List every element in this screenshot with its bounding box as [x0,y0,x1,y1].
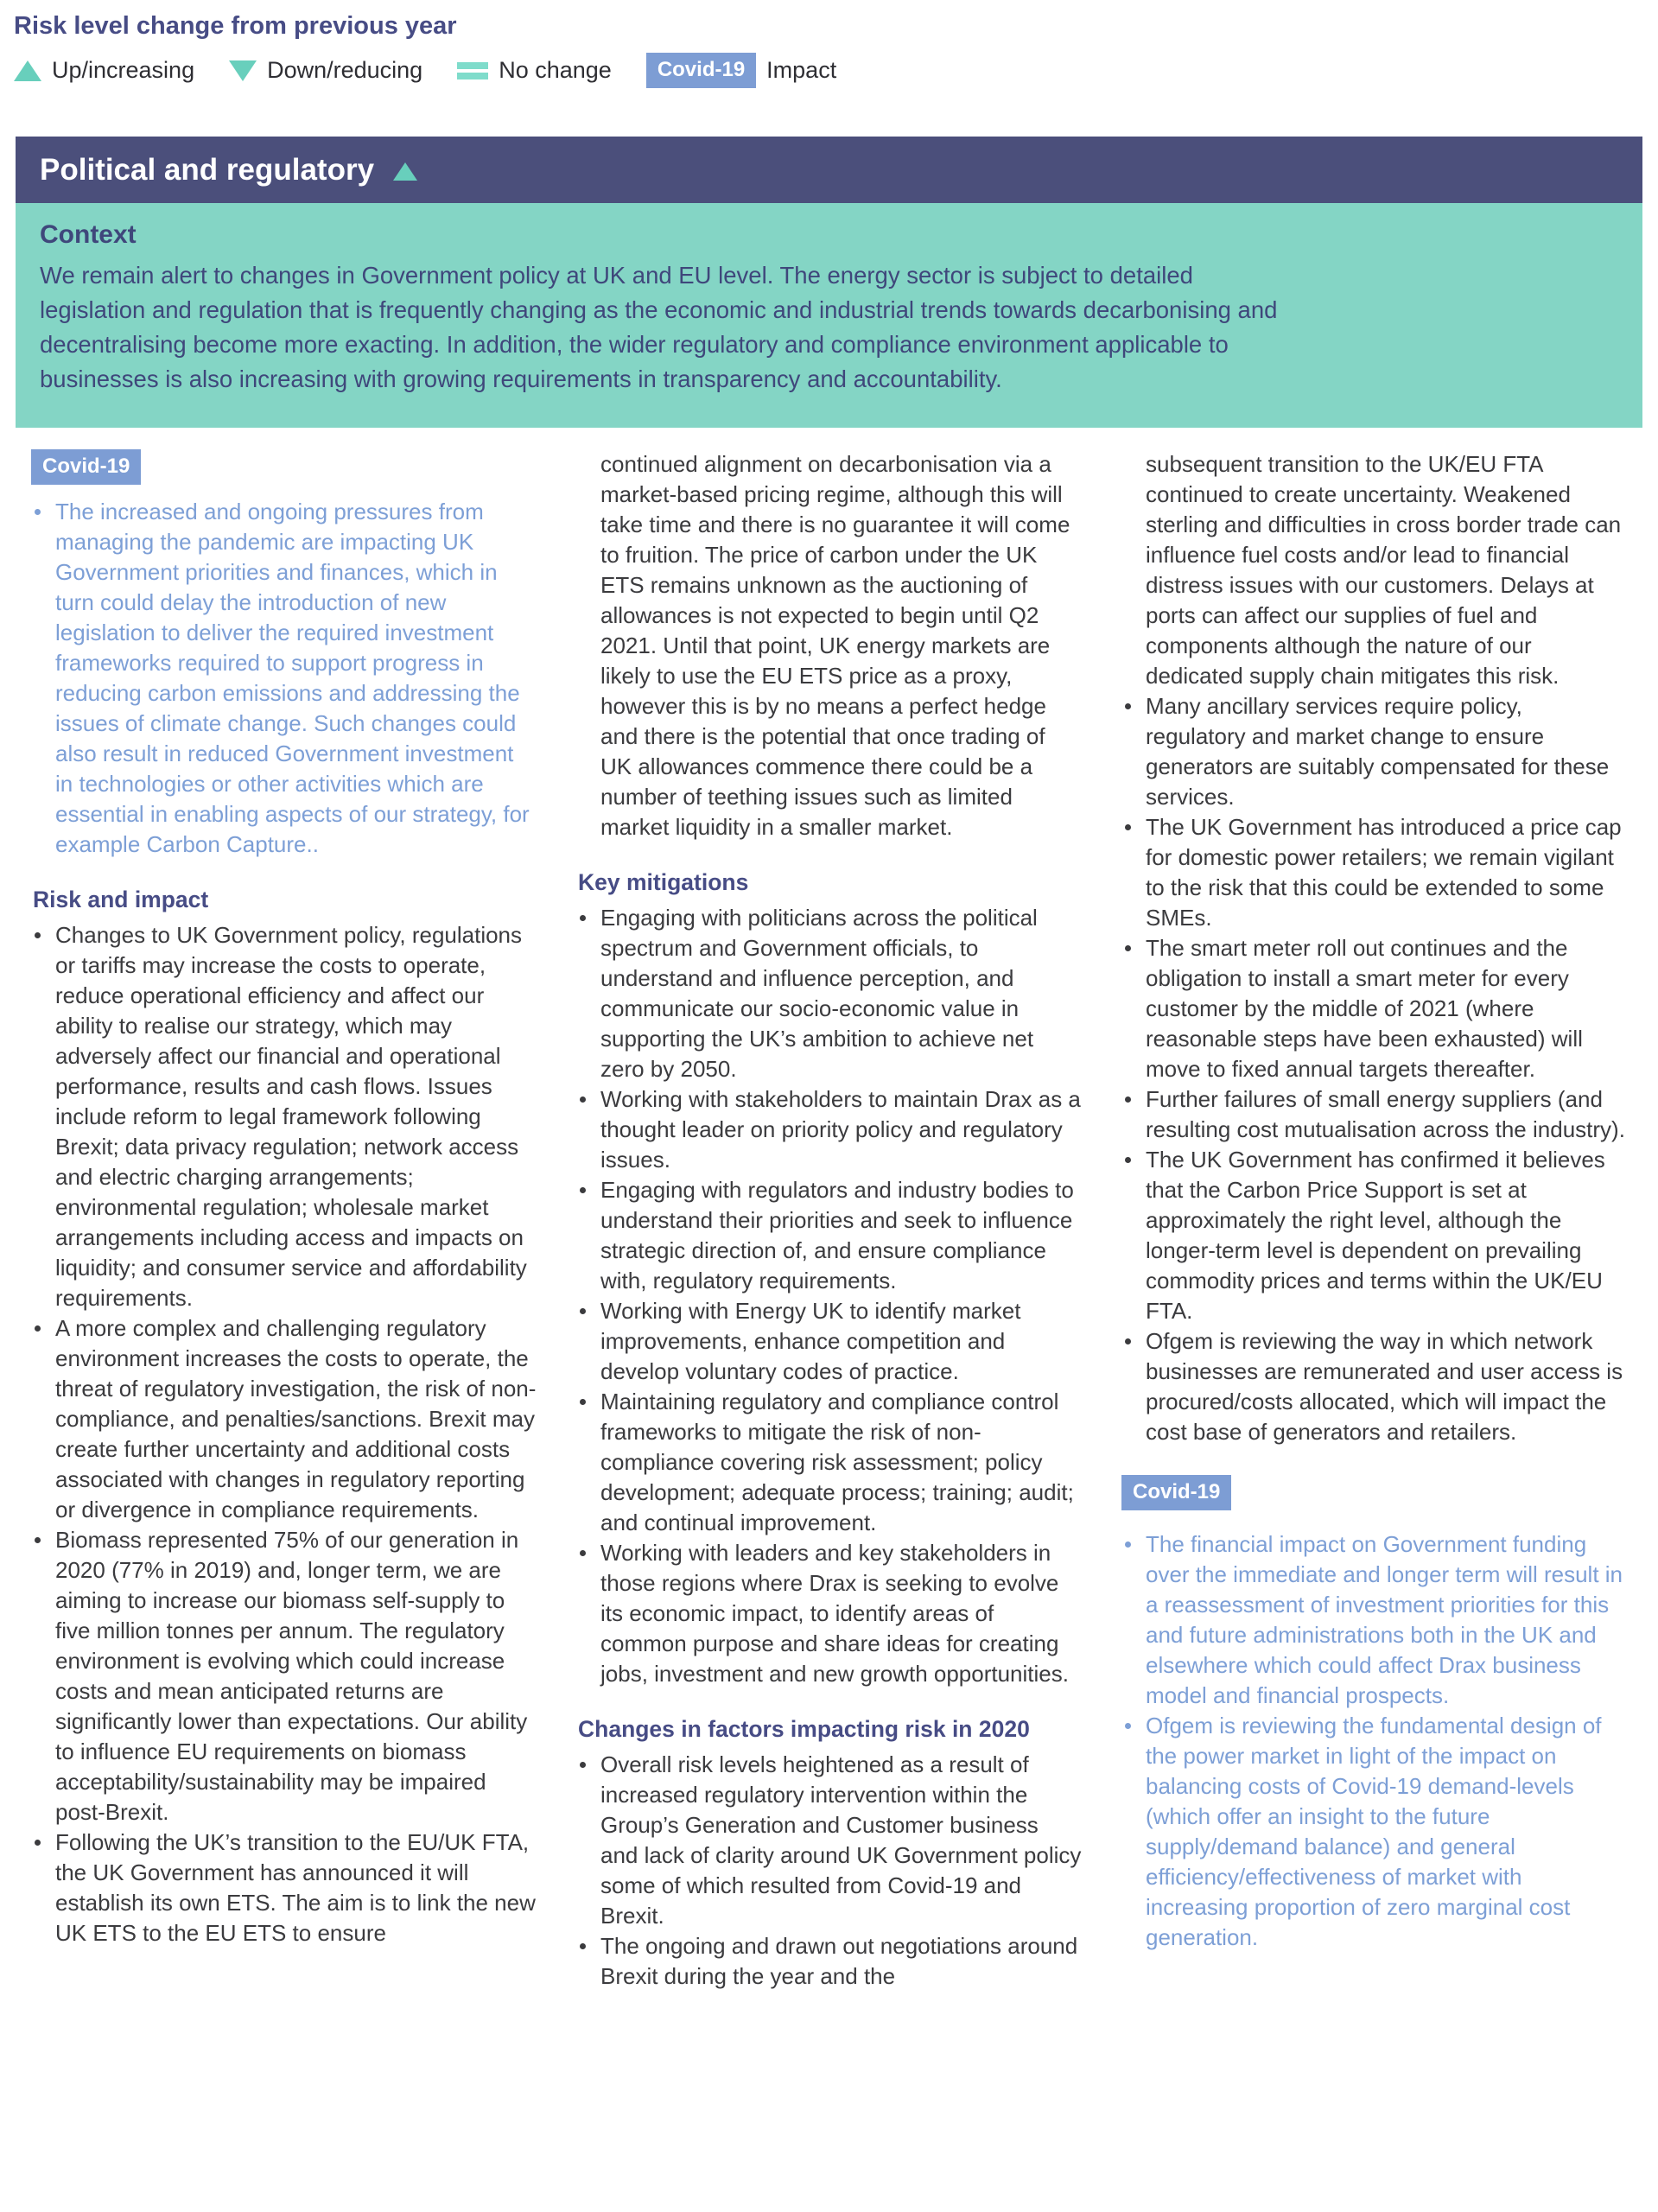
legend-item-down [229,57,422,84]
bullet-item: Further failures of small energy suppliers (and resulting cost mutualisation across the industry). [1121,1084,1627,1145]
bullet-item: Engaging with regulators and industry bodies to understand their priorities and seek to influence strategic direction of, and ensure compliance with, regulatory requirements. [576,1175,1082,1296]
bullet-item: Ofgem is reviewing the way in which network businesses are remunerated and user access is procured/costs allocated, which will impact the cost base of generators and retailers. [1121,1326,1627,1447]
bullet-item: Changes to UK Government policy, regulations or tariffs may increase the costs to operate, reduce operational efficiency and affect our ability to realise our strategy, which may adversely affect our financial and operational performance, results and cash flows. Issues include reform to legal framework following Brexit; data privacy regulation; network access and electric charging arrangements; environmental regulation; wholesale market arrangements including access and impacts on liquidity; and consumer service and affordability requirements. [31,920,537,1313]
bullet-item: Engaging with politicians across the political spectrum and Government officials, to understand and influence perception, and communicate our socio-economic value in supporting the UK’s ambition to achieve net zero by 2050. [576,903,1082,1084]
continuation-paragraph: continued alignment on decarbonisation via a market-based pricing regime, although this will take time and there is no guarantee it will come to fruition. The price of carbon under the UK ETS remains unknown as the auctioning of allowances is not expected to begin until Q2 2021. Until that point, UK energy markets are likely to use the EU ETS price as a proxy, however this is by no means a perfect hedge and there is the potential that once trading of UK allowances commence there could be a number of teething issues such as limited market liquidity in a smaller market. [600,451,1070,840]
covid-19-badge: Covid-19 [646,53,756,88]
page-header [0,0,1658,88]
bullet-item: A more complex and challenging regulatory environment increases the costs to operate, the threat of regulatory investigation, the risk of non-compliance, and penalties/sanctions. Brexit may create further uncertainty and additional costs associated with changes in regulatory reporting or divergence in compliance requirements. [31,1313,537,1525]
section-heading: Risk and impact [33,887,209,912]
covid-bullet-list [31,497,537,860]
bullet-list [1121,691,1627,1447]
equals-icon [457,62,488,79]
page-title: Risk level change from previous year [14,12,457,40]
section-heading: Key mitigations [578,869,749,895]
legend-label: Up/increasing [52,57,195,83]
bullet-item: Following the UK’s transition to the EU/UK FTA, the UK Government has announced it will establish its own ETS. The aim is to link the new UK ETS to the EU ETS to ensure [31,1827,537,1948]
covid-bullet-list [1121,1529,1627,1953]
legend-item-covid-impact [646,53,836,88]
bullet-item: Working with leaders and key stakeholders in those regions where Drax is seeking to evolve its economic impact, to identify areas of common purpose and share ideas for creating jobs, investment and new growth opportunities. [576,1538,1082,1689]
legend-label: No change [499,57,612,83]
bullet-item: The smart meter roll out continues and the obligation to install a smart meter for every customer by the middle of 2021 (where reasonable steps have been exhausted) will move to fixed annual targets thereafter. [1121,933,1627,1084]
triangle-down-icon [229,60,257,81]
bullet-item: Maintaining regulatory and compliance control frameworks to mitigate the risk of non-compliance covering risk assessment; policy development; adequate process; training; audit; and continual improvement. [576,1387,1082,1538]
risk-card-title: Political and regulatory [40,152,375,187]
bullet-item: The UK Government has confirmed it believes that the Carbon Price Support is set at approximately the right level, although the longer-term level is dependent on prevailing commodity prices and terms within the UK/EU FTA. [1121,1145,1627,1326]
triangle-up-icon [14,60,41,81]
bullet-item: Many ancillary services require policy, regulatory and market change to ensure generators are suitably compensated for these services. [1121,691,1627,812]
bullet-list [31,920,537,1948]
legend-label: Impact [766,57,837,83]
risk-card-header [16,137,1642,203]
column-1 [31,449,537,1992]
column-3 [1121,449,1627,1992]
section-heading: Changes in factors impacting risk in 2020 [578,1716,1030,1742]
bullet-item: Working with Energy UK to identify market improvements, enhance competition and develop voluntary codes of practice. [576,1296,1082,1387]
bullet-item: Ofgem is reviewing the fundamental design of the power market in light of the impact on balancing costs of Covid-19 demand-levels (which offer an insight to the future supply/demand balance) and general efficiency/effectiveness of market with increasing proportion of zero marginal cost generation. [1121,1711,1627,1953]
bullet-item: The UK Government has introduced a price cap for domestic power retailers; we remain vigilant to the risk that this could be extended to some SMEs. [1121,812,1627,933]
context-box [16,203,1642,428]
context-heading: Context [40,220,137,249]
bullet-item: The financial impact on Government funding over the immediate and longer term will result in a reassessment of investment priorities for this and future administrations both in the UK and elsewhere which could affect Drax business model and financial prospects. [1121,1529,1627,1711]
legend-item-up [14,57,194,84]
bullet-item: Working with stakeholders to maintain Drax as a thought leader on priority policy and regulatory issues. [576,1084,1082,1175]
continuation-paragraph: subsequent transition to the UK/EU FTA continued to create uncertainty. Weakened sterling and difficulties in cross border trade can influence fuel costs and/or lead to financial distress issues with our customers. Delays at ports can affect our supplies of fuel and components although the nature of our dedicated supply chain mitigates this risk. [1146,451,1622,689]
covid-19-badge: Covid-19 [31,449,141,485]
triangle-up-icon [393,162,417,181]
bullet-item: Overall risk levels heightened as a result of increased regulatory intervention within the Group’s Generation and Customer business and lack of clarity around UK Government policy some of which resulted from Covid-19 and Brexit. [576,1750,1082,1931]
risk-legend [14,53,1644,88]
columns [31,449,1627,1992]
risk-card [16,137,1642,428]
legend-label: Down/reducing [267,57,423,83]
bullet-item: The ongoing and drawn out negotiations around Brexit during the year and the [576,1931,1082,1992]
bullet-list [576,1750,1082,1992]
bullet-item: Biomass represented 75% of our generation in 2020 (77% in 2019) and, longer term, we are aiming to increase our biomass self-supply to five million tonnes per annum. The regulatory environment is evolving which could increase costs and mean anticipated returns are significantly lower than expectations. Our ability to influence EU requirements on biomass acceptability/sustainability may be impaired post-Brexit. [31,1525,537,1827]
bullet-item: The increased and ongoing pressures from managing the pandemic are impacting UK Government priorities and finances, which in turn could delay the introduction of new legislation to deliver the required investment frameworks required to support progress in reducing carbon emissions and addressing the issues of climate change. Such changes could also result in reduced Government investment in technologies or other activities which are essential in enabling aspects of our strategy, for example Carbon Capture.. [31,497,537,860]
bullet-list [576,903,1082,1689]
context-body: We remain alert to changes in Government policy at UK and EU level. The energy sector is subject to detailed legislation and regulation that is frequently changing as the economic and industrial trends towards decarbonising and decentralising become more exacting. In addition, the wider regulatory and compliance environment applicable to businesses is also increasing with growing requirements in transparency and accountability. [40,262,1278,392]
legend-item-no-change [457,57,612,84]
column-2 [576,449,1082,1992]
covid-19-badge: Covid-19 [1121,1475,1231,1510]
